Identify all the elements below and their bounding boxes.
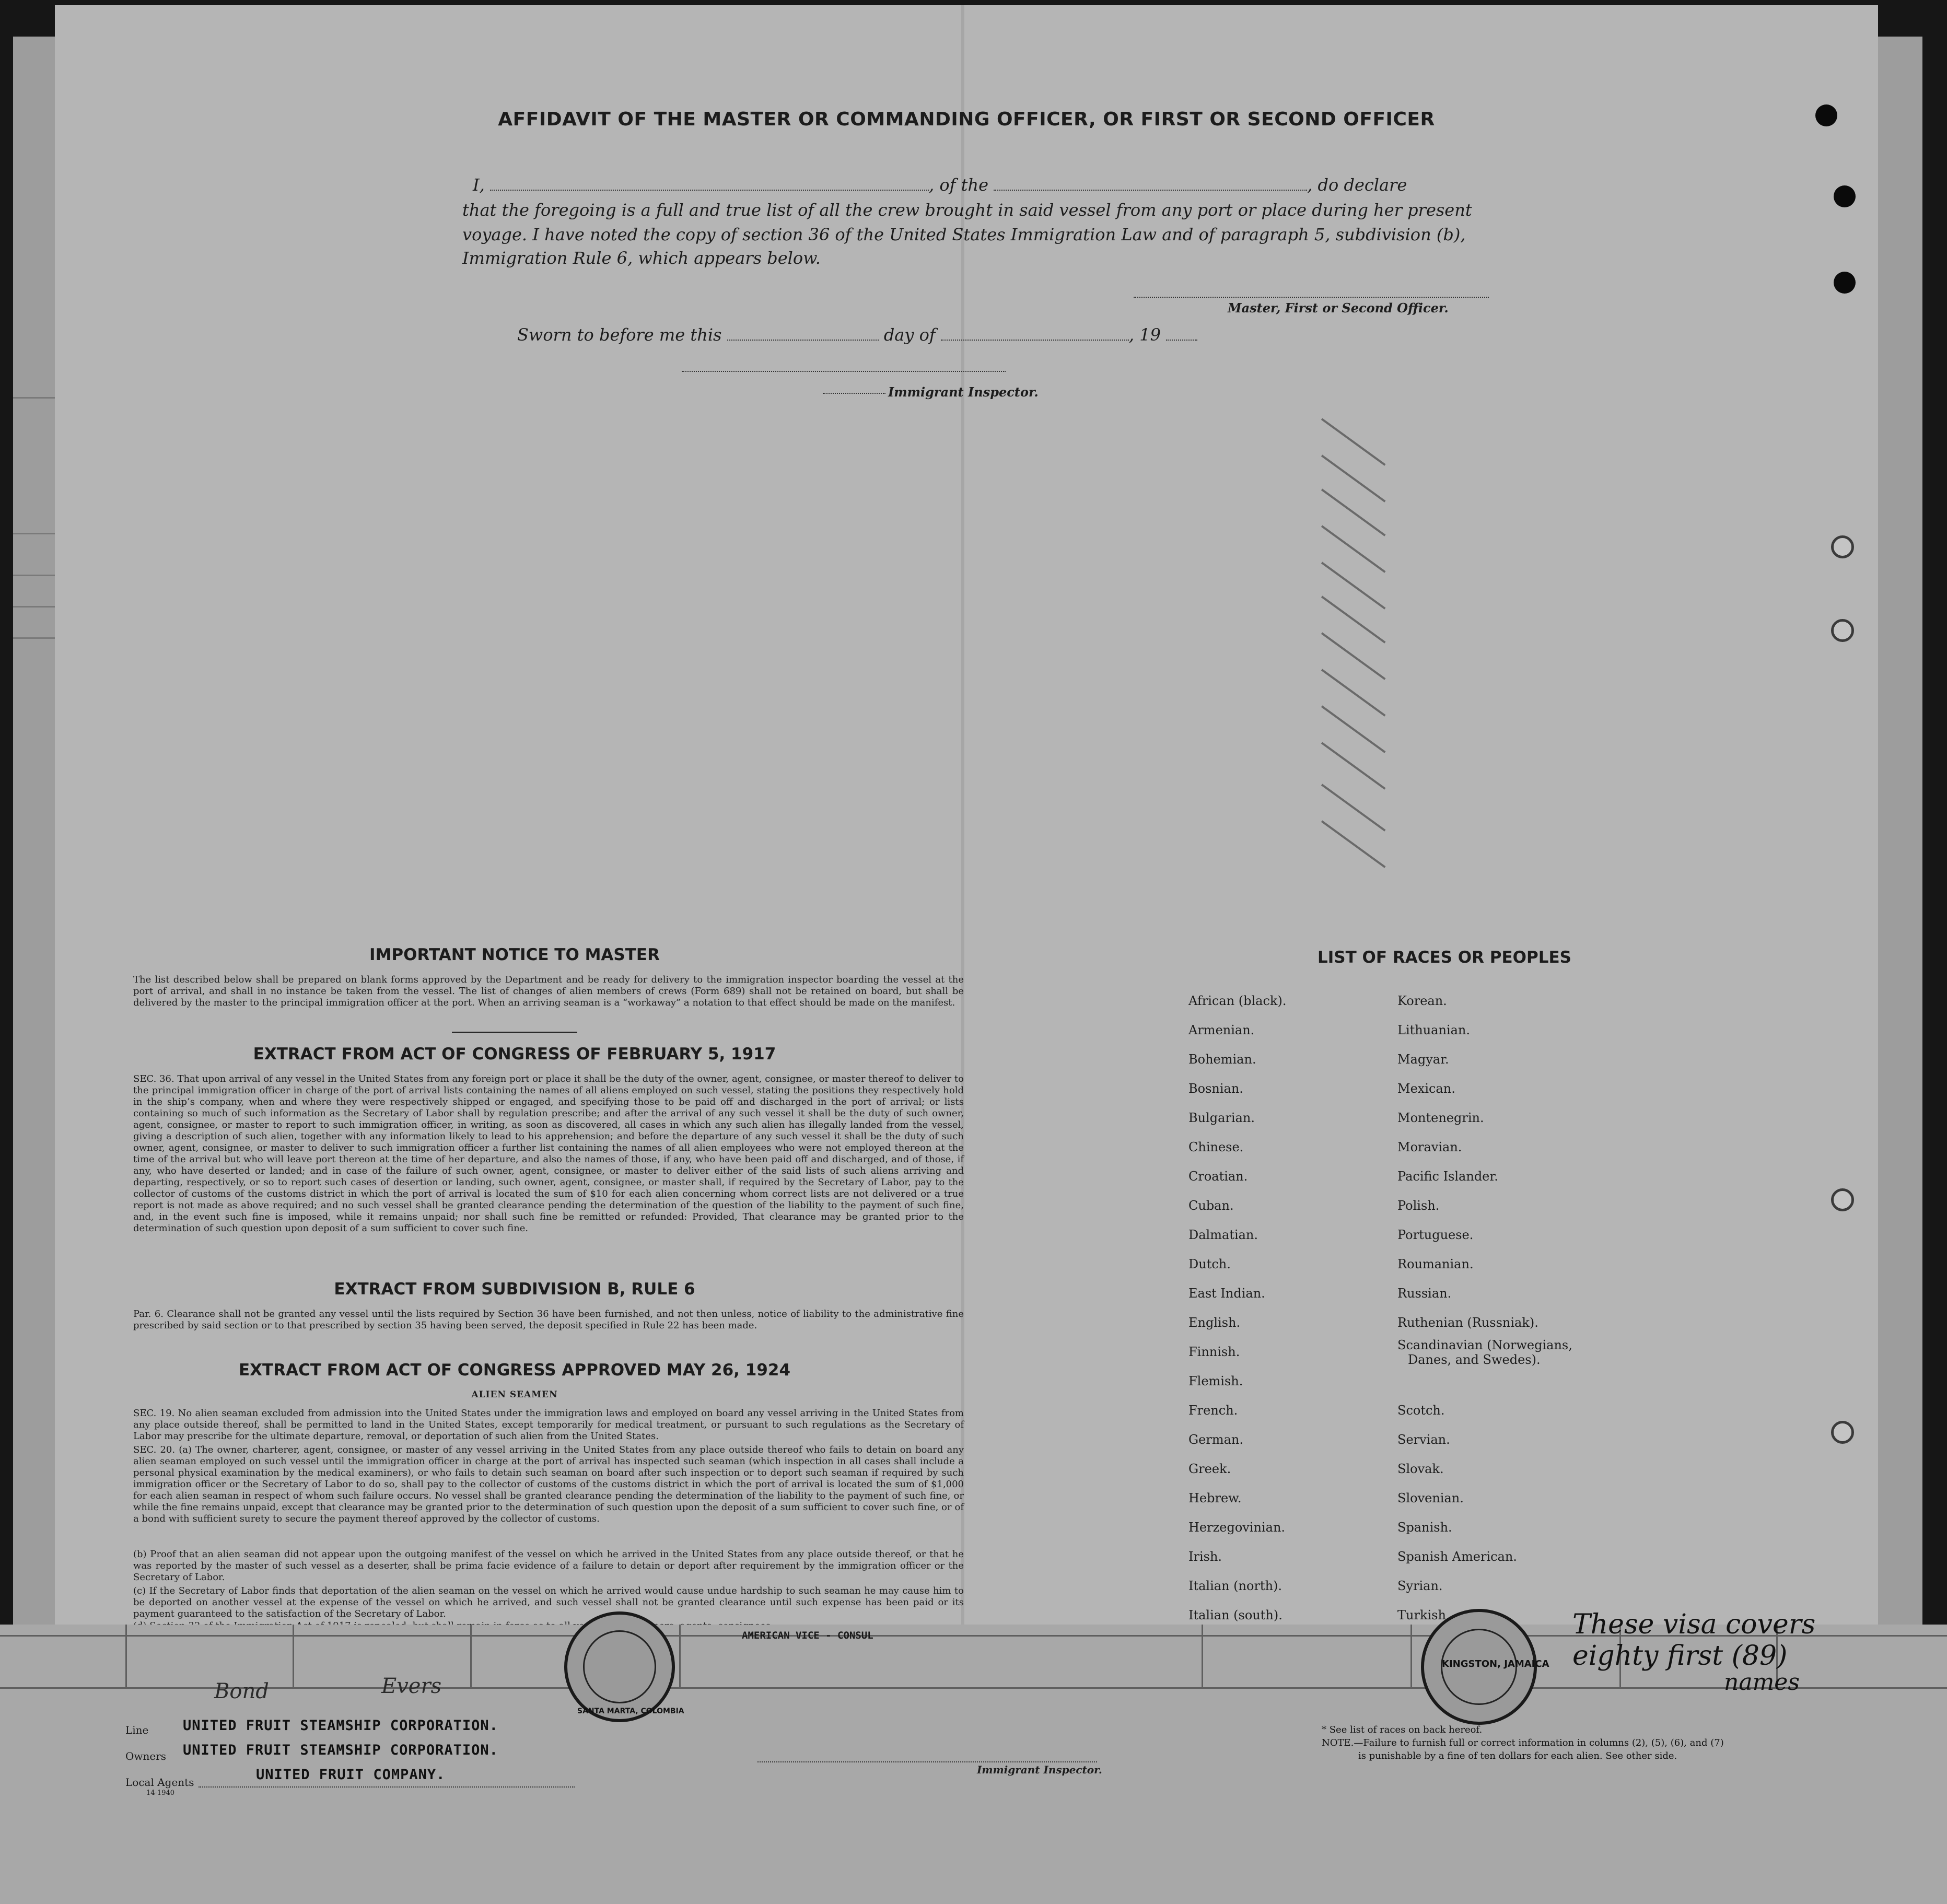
race-item: Cuban.: [1188, 1198, 1234, 1213]
binding-hole: [1834, 185, 1856, 207]
race-item: Polish.: [1397, 1198, 1440, 1213]
strip-vline: [470, 1625, 472, 1687]
page-fold: [961, 5, 964, 1625]
races-title: LIST OF RACES OR PEOPLES: [1317, 948, 1572, 967]
race-item: Slovak.: [1397, 1462, 1444, 1476]
stamp-right-text: KINGSTON, JAMAICA: [1442, 1658, 1549, 1669]
strip-vline: [679, 1625, 681, 1687]
handwritten-names: names: [1724, 1669, 1800, 1696]
race-item: Pacific Islander.: [1397, 1169, 1498, 1184]
binding-hole: [1831, 1188, 1854, 1211]
race-item: Korean.: [1397, 994, 1447, 1008]
consular-seal-stamp: [564, 1611, 675, 1722]
check-mark: [1321, 742, 1386, 789]
race-item: Moravian.: [1397, 1140, 1462, 1154]
race-item: Turkish.: [1397, 1608, 1450, 1622]
back-rule: [13, 575, 55, 576]
binding-hole: [1831, 535, 1854, 558]
race-item: Danes, and Swedes).: [1408, 1352, 1541, 1367]
race-item: Flemish.: [1188, 1374, 1243, 1388]
handwritten-bond: Bond: [214, 1679, 269, 1703]
owners-label: Owners: [125, 1750, 167, 1762]
master-signature-label: Master, First or Second Officer.: [1228, 300, 1449, 316]
extract-1924-sec19: SEC. 19. No alien seaman excluded from admission into the United States under the immigration laws and employed on board any vessel arriving in the United States from any place outside thereof, shall be permitted to land in the United States, except temporarily for medical treatment, or pursuant to such regulations as the Secretary of Labor may prescribe for the ultimate departure, removal, or deportation of such alien from the United States.: [133, 1408, 964, 1442]
form-number: 14-1940: [146, 1789, 175, 1797]
agents-value: UNITED FRUIT COMPANY.: [256, 1767, 446, 1783]
race-item: Syrian.: [1397, 1579, 1443, 1593]
inspector-label: Immigrant Inspector.: [888, 384, 1039, 400]
master-signature-line[interactable]: [1134, 297, 1489, 298]
race-item: African (black).: [1188, 994, 1287, 1008]
check-mark: [1321, 784, 1386, 831]
race-item: Scotch.: [1397, 1403, 1445, 1418]
bottom-inspector-line[interactable]: [757, 1761, 1097, 1762]
back-rule: [13, 533, 55, 534]
race-item: Roumanian.: [1397, 1257, 1474, 1271]
strip-gridline: [0, 1687, 1947, 1689]
bottom-inspector-label: Immigrant Inspector.: [977, 1763, 1102, 1776]
back-rule: [13, 637, 55, 639]
race-item: Spanish American.: [1397, 1549, 1517, 1564]
race-item: Lithuanian.: [1397, 1023, 1471, 1037]
strip-vline: [1202, 1625, 1203, 1687]
affidavit-of-the: , of the: [928, 175, 989, 195]
form-page: [55, 5, 1878, 1625]
footnote-races: * See list of races on back hereof.: [1322, 1724, 1483, 1735]
back-rule: [13, 397, 55, 399]
footnote-fine: is punishable by a fine of ten dollars for each alien. See other side.: [1358, 1750, 1677, 1761]
extract-1924-sec20a: SEC. 20. (a) The owner, charterer, agent, consignee, or master of any vessel arriving in the United States from any place outside thereof who fails to detain on board any alien seaman employed on such vessel until the immigration officer in charge at the port of arrival has inspected such seaman (which inspection in all cases shall include a personal physical examination by the medical examiners), or who fails to detain such seaman on board after such inspection or to deport such seaman if required by such immigration officer or the Secretary of Labor to do so, shall pay to the collector of customs of the customs district in which the port of arrival is located the sum of $1,000 for each alien seaman in respect of whom such failure occurs. No vessel shall be granted clearance pending the determination of the liability to the payment of such fine, or while the fine remains unpaid, except that clearance may be granted prior to the determination of such question upon the deposit of a sum sufficient to cover such fine, or of a bond with sufficient surety to secure the payment thereof approved by the collector of customs.: [133, 1444, 964, 1524]
sworn-year-blank[interactable]: [1166, 340, 1197, 341]
race-item: Bulgarian.: [1188, 1111, 1255, 1125]
agents-label: Local Agents: [125, 1776, 194, 1789]
agents-rule: [199, 1786, 575, 1788]
sworn-day-of: day of: [883, 325, 936, 345]
extract-rule6-title: EXTRACT FROM SUBDIVISION B, RULE 6: [334, 1280, 695, 1299]
race-item: English.: [1188, 1315, 1241, 1330]
strip-vline: [125, 1625, 127, 1687]
handwritten-evers: Evers: [381, 1674, 442, 1698]
binding-hole: [1834, 272, 1856, 294]
strip-vline: [1410, 1625, 1412, 1687]
affidavit-line-4: Immigration Rule 6, which appears below.: [462, 248, 821, 268]
alien-seamen-subtitle: ALIEN SEAMEN: [471, 1389, 558, 1400]
affidavit-line-3: voyage. I have noted the copy of section 36 of the United States Immigration Law and of paragraph 5, subdivision (b),: [462, 225, 1466, 244]
inspector-signature-line[interactable]: [682, 371, 1006, 372]
sworn-day-blank[interactable]: [727, 340, 879, 341]
races-right-list: [1397, 986, 1572, 1659]
check-mark: [1321, 525, 1386, 573]
race-item: Greek.: [1188, 1462, 1231, 1476]
race-item: Portuguese.: [1397, 1228, 1474, 1242]
check-mark: [1321, 705, 1386, 753]
check-mark: [1321, 418, 1386, 465]
race-item: Armenian.: [1188, 1023, 1255, 1037]
affidavit-line-2: that the foregoing is a full and true list of all the crew brought in said vessel from any port or place during her present: [462, 200, 1472, 220]
race-item: Dalmatian.: [1188, 1228, 1258, 1242]
notice-body: The list described below shall be prepared on blank forms approved by the Department and be ready for delivery to the immigration inspector boarding the vessel at the port of arrival, and shall in no instance be taken from the vessel. The list of changes of alien members of crews (Form 689) shall not be retained on board, but shall be delivered by the master to the principal immigration officer at the port. When an arriving seaman is a “workaway” a notation to that effect should be made on the manifest.: [133, 974, 964, 1008]
race-item: Slovenian.: [1397, 1491, 1464, 1505]
binding-hole: [1815, 104, 1837, 126]
race-item: Russian.: [1397, 1286, 1452, 1301]
race-item: Servian.: [1397, 1432, 1450, 1447]
race-item: Italian (north).: [1188, 1579, 1283, 1593]
strip-vline: [293, 1625, 294, 1687]
extract-1924-title: EXTRACT FROM ACT OF CONGRESS APPROVED MAY 26, 1924: [238, 1361, 791, 1380]
race-item: Italian (south).: [1188, 1608, 1283, 1622]
race-item: Bosnian.: [1188, 1081, 1243, 1096]
race-item: Dutch.: [1188, 1257, 1231, 1271]
race-item: Bohemian.: [1188, 1052, 1256, 1067]
back-rule: [13, 606, 55, 608]
vessel-blank[interactable]: [994, 190, 1307, 191]
race-item: German.: [1188, 1432, 1243, 1447]
race-item: Herzegovinian.: [1188, 1520, 1286, 1535]
sworn-line: [517, 325, 1197, 345]
race-item: French.: [1188, 1403, 1238, 1418]
owners-value: UNITED FRUIT STEAMSHIP CORPORATION.: [183, 1742, 498, 1758]
section-rule: [452, 1032, 577, 1033]
race-item: Ruthenian (Russniak).: [1397, 1315, 1538, 1330]
race-item: Croatian.: [1188, 1169, 1248, 1184]
race-item: Finnish.: [1188, 1345, 1240, 1359]
race-item: Scandinavian (Norwegians,: [1397, 1338, 1572, 1352]
footnote-note: NOTE.—Failure to furnish full or correct information in columns (2), (5), (6), and (7): [1322, 1737, 1724, 1748]
sworn-start: Sworn to before me this: [517, 325, 722, 345]
races-left-list: [1188, 986, 1286, 1630]
race-item: Spanish.: [1397, 1520, 1452, 1535]
sworn-month-blank[interactable]: [941, 340, 1129, 341]
line-label: Line: [125, 1724, 149, 1736]
affidavit-declare: , do declare: [1307, 175, 1407, 195]
extract-1924-sec20c: (c) If the Secretary of Labor finds that deportation of the alien seaman on the vessel on which he arrived would cause undue hardship to such seaman he may cause him to be deported on another vessel at the expense of the vessel on which he arrived, and such vessel shall not be granted clearance until such expense has been paid or its payment guaranteed to the satisfaction of the Secretary of Labor.: [133, 1585, 964, 1619]
handwritten-visa-note: These visa covers: [1572, 1609, 1816, 1640]
affidavit-i: I,: [473, 175, 485, 195]
race-item: Hebrew.: [1188, 1491, 1242, 1505]
affidavit-line-1: [473, 175, 1407, 195]
vice-consul-stamp: AMERICAN VICE - CONSUL: [742, 1630, 873, 1641]
check-mark: [1321, 820, 1386, 868]
affidavit-title: AFFIDAVIT OF THE MASTER OR COMMANDING OFFICER, OR FIRST OR SECOND OFFICER: [498, 109, 1435, 130]
stamp-left-text: SANTA MARTA, COLOMBIA: [577, 1707, 684, 1715]
check-mark: [1321, 632, 1386, 680]
notice-title: IMPORTANT NOTICE TO MASTER: [369, 945, 660, 964]
extract-1917-title: EXTRACT FROM ACT OF CONGRESS OF FEBRUARY 5, 1917: [253, 1045, 776, 1064]
binding-hole: [1831, 1421, 1854, 1444]
line-value: UNITED FRUIT STEAMSHIP CORPORATION.: [183, 1718, 498, 1734]
extract-rule6-body: Par. 6. Clearance shall not be granted any vessel until the lists required by Section 36 have been furnished, and not then unless, notice of liability to the administrative fine prescribed by said section or to that prescribed by section 35 having been served, the deposit specified in Rule 22 has been made.: [133, 1309, 964, 1331]
binding-hole: [1831, 619, 1854, 642]
check-mark: [1321, 669, 1386, 716]
race-item: Magyar.: [1397, 1052, 1449, 1067]
handwritten-eighty: eighty first (89): [1572, 1640, 1788, 1672]
race-item: Irish.: [1188, 1549, 1222, 1564]
sworn-year: , 19: [1128, 325, 1161, 345]
race-item: Chinese.: [1188, 1140, 1244, 1154]
race-item: East Indian.: [1188, 1286, 1265, 1301]
race-item: Montenegrin.: [1397, 1111, 1484, 1125]
race-item: Mexican.: [1397, 1081, 1455, 1096]
inspector-dots: [823, 393, 885, 394]
extract-1917-body: SEC. 36. That upon arrival of any vessel in the United States from any foreign port or place it shall be the duty of the owner, agent, consignee, or master thereof to deliver to the principal immigration officer in charge of the port of arrival lists containing the names of all aliens employed on such vessel, stating the positions they respectively hold in the ship’s company, when and where they were respectively shipped or engaged, and specifying those to be paid off and discharged in the port of arrival; or lists containing so much of such information as the Secretary of Labor shall by regulation prescribe; and after the arrival of any such vessel it shall be the duty of such owner, agent, consignee, or master to report to such immigration officer, in writing, as soon as discovered, all cases in which any such alien has illegally landed from the vessel, giving a description of such alien, together with any information likely to lead to his apprehension; and before the departure of any such vessel it shall be the duty of such owner, agent, consignee, or master to deliver to such immigration officer a further list containing the names of all alien employees who were not employed thereon at the time of the arrival but who will leave port thereon at the time of her departure, and also the names of those, if any, who have been paid off and discharged, and of those, if any, who have deserted or landed; and in case of the failure of such owner, agent, consignee, or master to deliver either of the said lists of such aliens arriving and departing, respectively, or so to report such cases of desertion or landing, such owner, agent, consignee, or master shall, if required by the Secretary of Labor, pay to the collector of customs of the customs district in which the port of arrival is located the sum of $10 for each alien concerning whom correct lists are not delivered or a true report is not made as above required; and no such vessel shall be granted clearance pending the determination of the question of the liability to the payment of such fine, and, in the event such fine is imposed, while it remains unpaid; nor shall such fine be remitted or refunded: Provided, That clearance may be granted prior to the determination of such question upon deposit of a sum sufficient to cover such fine.: [133, 1073, 964, 1234]
name-blank[interactable]: [490, 190, 929, 191]
extract-1924-sec20b: (b) Proof that an alien seaman did not appear upon the outgoing manifest of the vessel on which he arrived in the United States from any place outside thereof, or that he was reported by the master of such vessel as a deserter, shall be prima facie evidence of a failure to detain or deport after requirement by the immigration officer or the Secretary of Labor.: [133, 1549, 964, 1583]
